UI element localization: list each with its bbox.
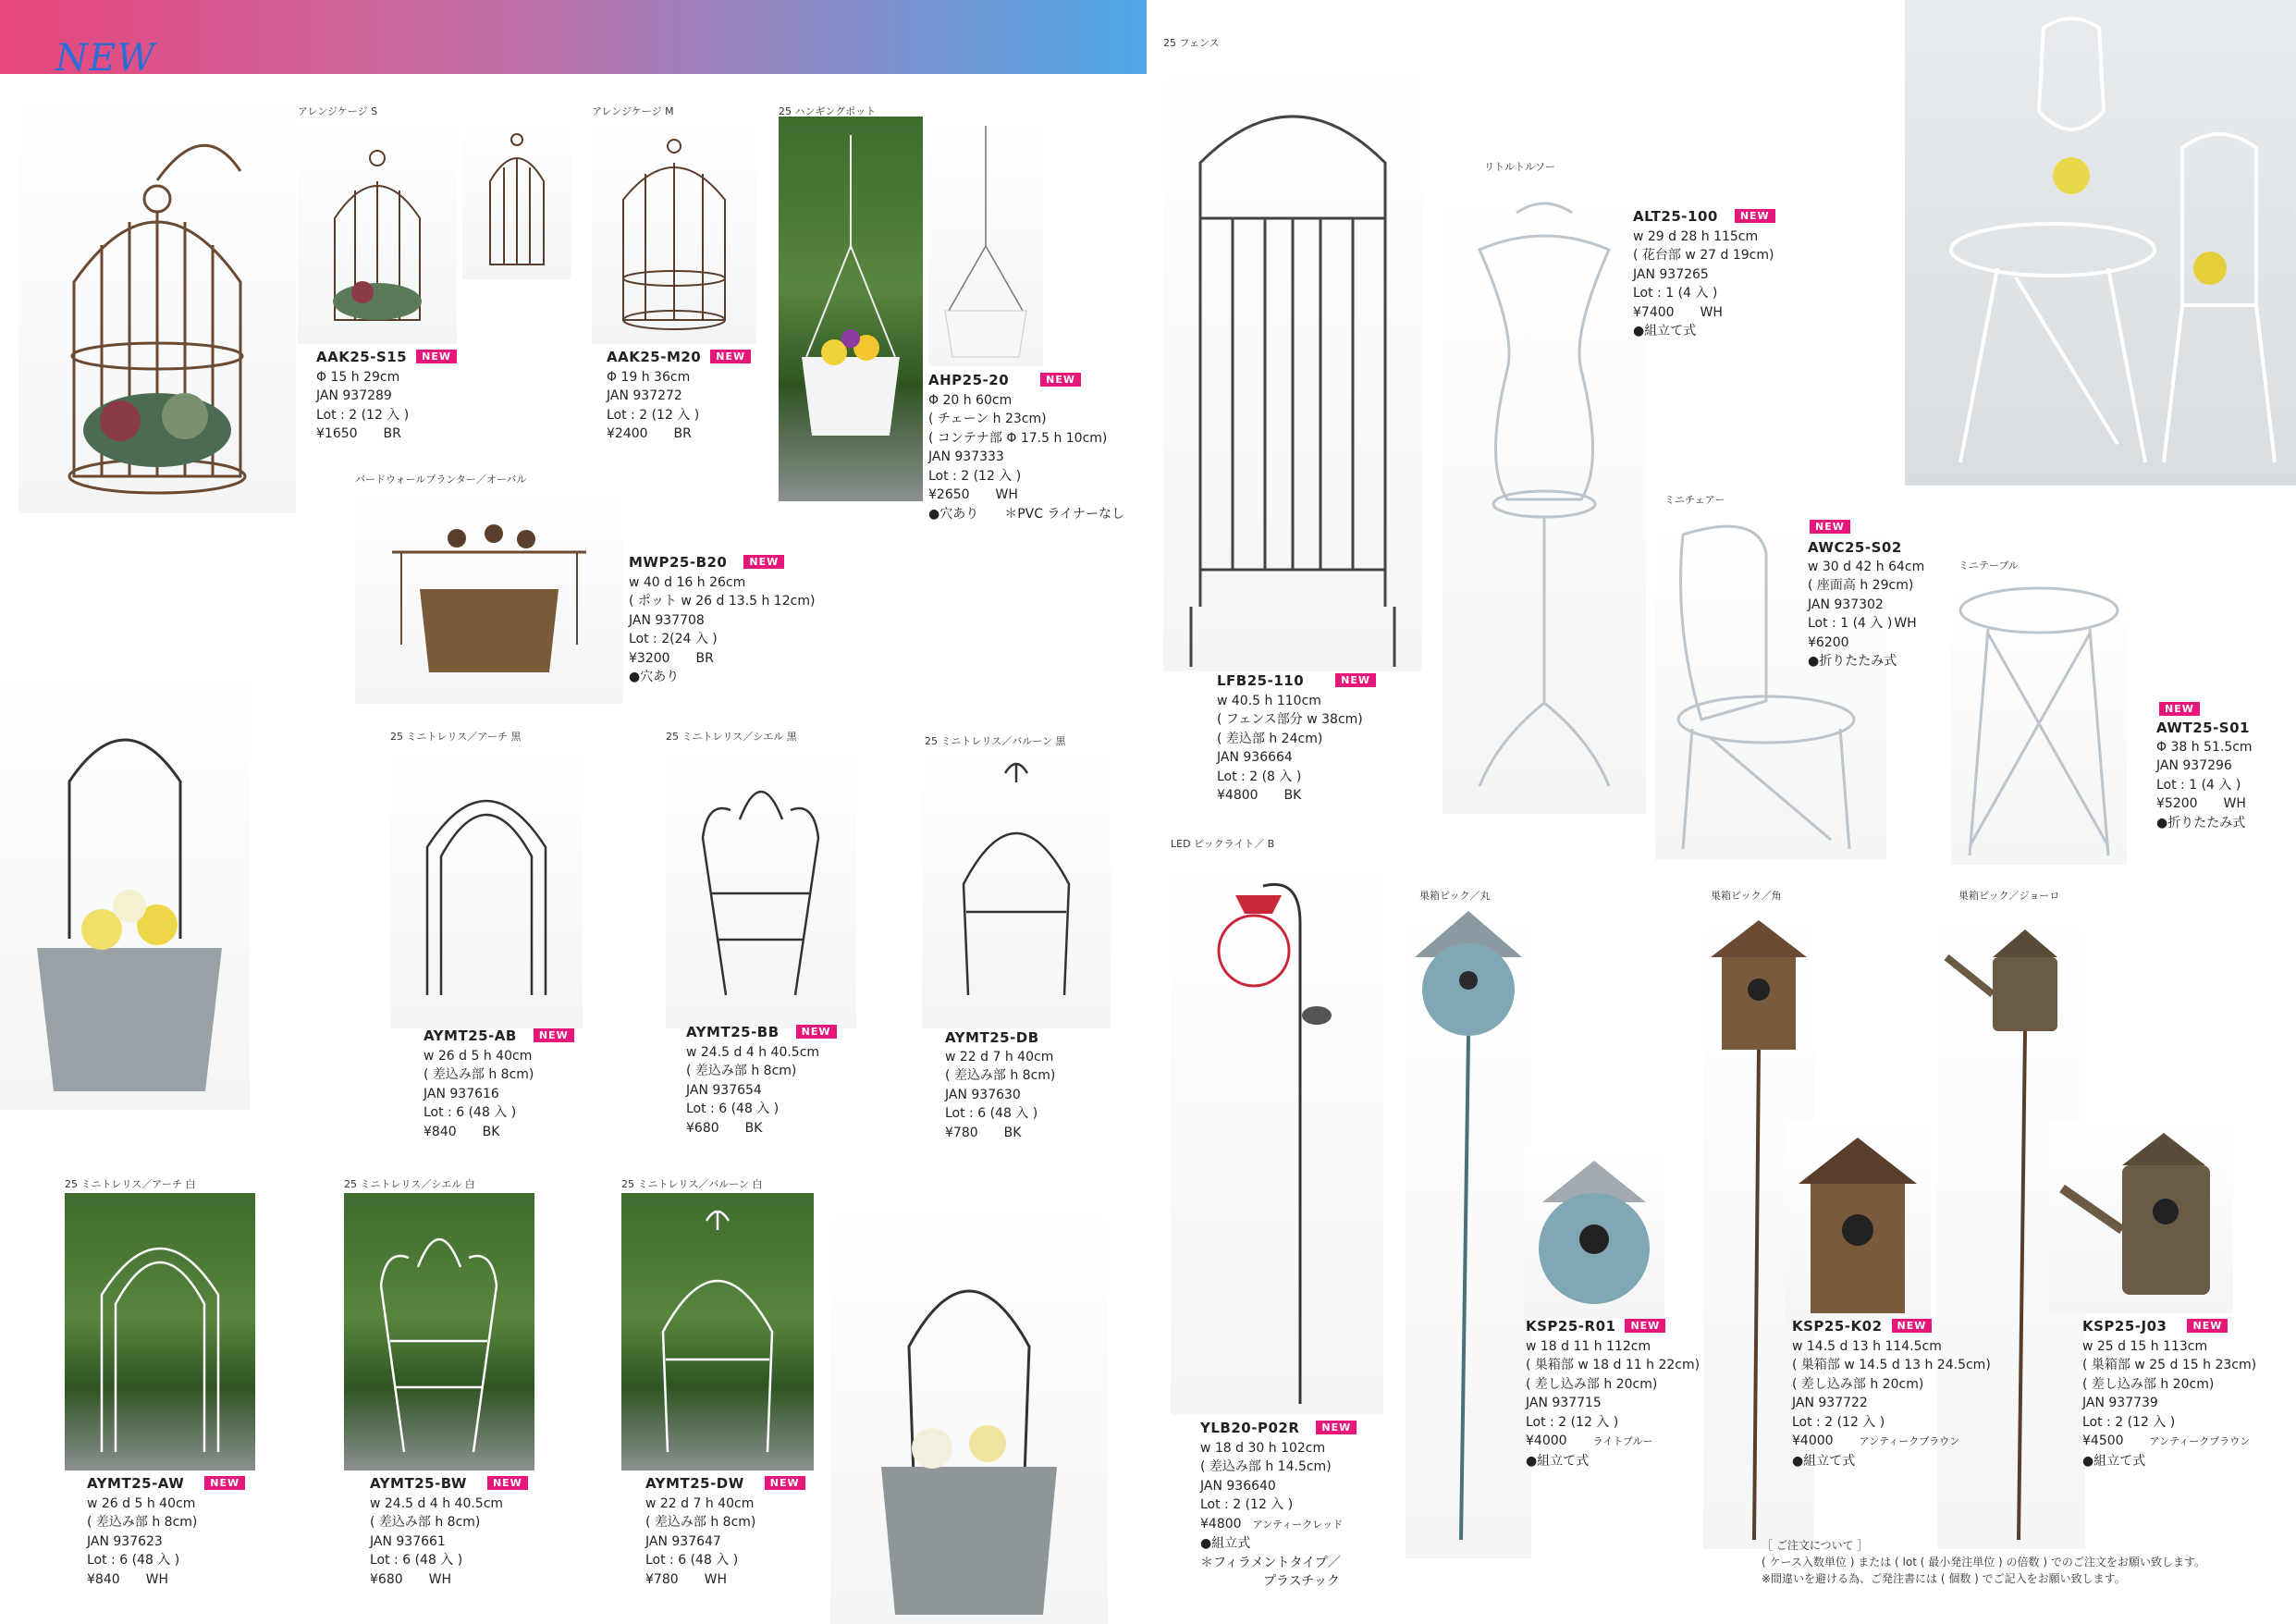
product-code: MWP25-B20	[629, 554, 728, 571]
product-ksp-j	[2082, 1317, 2256, 1470]
product-awt	[2156, 719, 2253, 832]
fence-illustration	[1163, 52, 1422, 671]
product-jan: JAN 937289	[316, 388, 392, 403]
caption-fence: 25 フェンス	[1163, 37, 1220, 49]
product-code: AWT25-S01	[2156, 720, 2250, 736]
photo-aymt-bb	[666, 745, 856, 1028]
caption-aymt-bb: 25 ミニトレリス／シエル 黒	[666, 731, 797, 743]
new-badge: NEW	[1625, 1319, 1665, 1333]
product-color: BK	[744, 1120, 763, 1136]
photo-ylb-light	[1171, 849, 1383, 1415]
product-spec: ( 差込み部 h 8cm)	[424, 1067, 534, 1082]
product-ylb	[1200, 1419, 1357, 1592]
new-badge: NEW	[796, 1025, 837, 1039]
product-spec: w 22 d 7 h 40cm	[645, 1495, 755, 1511]
torso-illustration	[1443, 185, 1646, 814]
product-note: ●穴あり	[629, 670, 680, 684]
product-jan: JAN 937272	[607, 388, 682, 403]
product-spec: ( 差込み部 h 8cm)	[87, 1515, 198, 1530]
product-spec: w 14.5 d 13 h 114.5cm	[1792, 1338, 1942, 1354]
product-note: ●折りたたみ式	[1808, 654, 1897, 669]
trellis-shell-illustration	[666, 745, 856, 1028]
product-price: ¥6200	[1808, 634, 1849, 650]
new-badge: NEW	[1040, 373, 1081, 387]
caption-chair: ミニチェアー	[1664, 494, 1725, 506]
new-badge: NEW	[765, 1476, 805, 1490]
new-logo: NEW	[55, 37, 156, 80]
product-note: ●穴あり	[928, 506, 979, 522]
product-lot: Lot : 6 (48 入 )	[87, 1553, 180, 1568]
photo-aak-m20	[592, 117, 756, 344]
product-color: WH	[1894, 616, 1917, 631]
caption-torso: リトルトルソー	[1484, 161, 1555, 173]
product-price: ¥4800	[1217, 788, 1259, 803]
product-jan: JAN 937661	[370, 1533, 446, 1549]
product-ahp	[928, 371, 1124, 523]
order-notes	[1762, 1537, 2205, 1587]
product-ksp-k	[1792, 1317, 1991, 1470]
photo-ksp-j03	[2048, 1119, 2233, 1313]
product-alt	[1633, 207, 1775, 341]
product-color: アンティークブラウン	[1859, 1435, 1960, 1447]
order-notes-title: ［ ご注文について ］	[1762, 1539, 1869, 1552]
new-badge-awc: NEW	[1810, 520, 1850, 534]
new-badge: NEW	[1316, 1421, 1357, 1434]
product-aak-m20	[607, 348, 751, 444]
product-aymt-bb	[686, 1023, 837, 1138]
product-aymt-db	[945, 1028, 1055, 1142]
product-code: AYMT25-DB	[945, 1029, 1039, 1046]
product-price: ¥840	[87, 1571, 120, 1587]
caption-ksp-j: 巣箱ピック／ジョーロ	[1958, 890, 2060, 902]
product-spec: ( 花台部 w 27 d 19cm)	[1633, 248, 1774, 263]
product-price: ¥3200	[629, 650, 670, 666]
product-code: ALT25-100	[1633, 208, 1718, 225]
photo-ksp-r01	[1524, 1147, 1664, 1319]
new-badge-awt: NEW	[2159, 702, 2200, 716]
caption-table: ミニテーブル	[1958, 560, 2020, 572]
caption-aymt-ab: 25 ミニトレリス／アーチ 黒	[390, 731, 522, 743]
product-note: ●組立式	[1200, 1536, 1251, 1551]
hanging-pot-empty-illustration	[928, 117, 1043, 366]
product-spec: ( 座面高 h 29cm)	[1808, 578, 1914, 593]
product-note: ＊PVC ライナーなし	[1004, 506, 1125, 522]
product-jan: JAN 937630	[945, 1087, 1021, 1102]
product-jan: JAN 937616	[424, 1086, 499, 1101]
product-spec: w 24.5 d 4 h 40.5cm	[686, 1044, 820, 1060]
product-code: AYMT25-AW	[87, 1475, 185, 1492]
product-ksp-r	[1526, 1317, 1700, 1470]
product-color: WH	[1700, 304, 1723, 320]
product-price: ¥680	[370, 1571, 403, 1587]
product-price: ¥7400	[1633, 304, 1675, 320]
product-spec: w 40 d 16 h 26cm	[629, 574, 746, 590]
product-jan: JAN 937333	[928, 449, 1004, 464]
product-code: AYMT25-BW	[370, 1475, 467, 1492]
product-jan: JAN 937722	[1792, 1396, 1868, 1410]
birdhouse-square-illustration	[1785, 1119, 1931, 1323]
caption-ksp-k: 巣箱ピック／角	[1711, 890, 1782, 902]
caption-mwp: バードウォールプランター／オーバル	[355, 474, 527, 486]
product-color: WH	[704, 1571, 728, 1587]
product-color: WH	[428, 1571, 452, 1587]
table-illustration	[1951, 578, 2127, 865]
header-band	[0, 0, 1147, 74]
product-spec: ( 差込部 h 24cm)	[1217, 731, 1323, 746]
product-code: KSP25-J03	[2082, 1318, 2167, 1335]
product-spec: w 40.5 h 110cm	[1217, 693, 1321, 708]
product-color: BK	[482, 1124, 500, 1139]
trellis-arch-illustration	[390, 745, 583, 1028]
photo-aak-s15-small	[462, 117, 571, 279]
cage-s-empty-illustration	[462, 117, 571, 279]
new-badge: NEW	[534, 1028, 574, 1042]
product-price: ¥2650	[928, 487, 970, 502]
bird-planter-illustration	[355, 487, 623, 704]
caption-ylb: LED ピックライト／ B	[1171, 838, 1275, 850]
product-aymt-ab	[424, 1027, 574, 1141]
product-price: ¥4500	[2082, 1433, 2124, 1448]
product-jan: JAN 937708	[629, 612, 705, 628]
product-lot: Lot : 6 (48 入 )	[370, 1553, 463, 1568]
product-jan: JAN 937715	[1526, 1396, 1602, 1410]
product-code: YLB20-P02R	[1200, 1420, 1300, 1436]
product-lot: Lot : 2 (12 入 )	[1526, 1414, 1619, 1430]
photo-ahp-hanging	[779, 117, 923, 501]
caption-aymt-aw: 25 ミニトレリス／アーチ 白	[65, 1178, 196, 1190]
product-spec: w 22 d 7 h 40cm	[945, 1049, 1054, 1064]
product-spec: Φ 20 h 60cm	[928, 392, 1013, 408]
product-spec: ( 差込み部 h 8cm)	[645, 1515, 756, 1530]
product-code: AYMT25-DW	[645, 1475, 744, 1492]
caption-aymt-db: 25 ミニトレリス／バルーン 黒	[925, 735, 1066, 747]
product-spec: Φ 15 h 29cm	[316, 369, 400, 385]
product-code: AAK25-M20	[607, 349, 702, 365]
product-jan: JAN 937654	[686, 1082, 762, 1098]
product-lot: Lot : 2 (12 入 )	[1792, 1414, 1885, 1430]
new-badge: NEW	[204, 1476, 245, 1490]
product-color: BK	[1283, 788, 1302, 803]
product-color: BR	[695, 650, 714, 666]
birdhouse-round-illustration	[1524, 1147, 1664, 1319]
product-lot: Lot : 1 (4 入 )	[2156, 777, 2241, 793]
product-spec: w 18 d 30 h 102cm	[1200, 1440, 1326, 1456]
product-aak-s15	[316, 348, 457, 444]
photo-lfb-fence	[1163, 52, 1422, 671]
product-lot: Lot : 2 (12 入 )	[1200, 1497, 1294, 1512]
photo-awt-table	[1951, 578, 2127, 865]
product-code: AWC25-S02	[1808, 539, 1902, 556]
product-spec: ( 巣箱部 w 25 d 15 h 23cm)	[2082, 1358, 2257, 1372]
product-jan: JAN 937296	[2156, 758, 2232, 773]
product-note: ●組立て式	[1633, 324, 1697, 338]
trellis-shell-white-illustration	[344, 1193, 534, 1470]
product-price: ¥680	[686, 1120, 719, 1136]
product-code: AYMT25-AB	[424, 1027, 517, 1044]
product-spec: ( ポット w 26 d 13.5 h 12cm)	[629, 594, 816, 609]
trellis-balloon-white-illustration	[621, 1193, 814, 1470]
photo-aymt-aw	[65, 1193, 255, 1470]
photo-aymt-dw	[621, 1193, 814, 1470]
caption-aymt-dw: 25 ミニトレリス／バルーン 白	[621, 1178, 763, 1190]
product-spec: ( 差込み部 h 8cm)	[686, 1064, 797, 1078]
product-spec: w 29 d 28 h 115cm	[1633, 228, 1759, 244]
product-price: ¥840	[424, 1124, 457, 1139]
product-color: アンティークブラウン	[2149, 1435, 2251, 1447]
product-color: ライトブルー	[1592, 1435, 1653, 1447]
product-spec: w 25 d 15 h 113cm	[2082, 1338, 2208, 1354]
product-lfb	[1217, 671, 1376, 806]
product-note: プラスチック	[1263, 1574, 1340, 1589]
hanging-pot-illustration	[779, 117, 923, 501]
product-aymt-dw	[645, 1474, 805, 1589]
product-lot: Lot : 6 (48 入 )	[424, 1105, 517, 1120]
product-note: ●折りたたみ式	[2156, 815, 2246, 830]
table-set-illustration	[1905, 0, 2296, 486]
product-lot: Lot : 2 (12 入 )	[2082, 1414, 2176, 1430]
caption-aak-m: アレンジケージ M	[592, 105, 674, 117]
product-spec: Φ 19 h 36cm	[607, 369, 691, 385]
cage-m-illustration	[592, 117, 756, 344]
led-light-illustration	[1171, 849, 1383, 1415]
product-note: ＊フィラメントタイプ／	[1200, 1555, 1341, 1570]
product-lot: Lot : 6 (48 入 )	[686, 1101, 780, 1116]
photo-aak-s15	[298, 117, 457, 344]
product-color: WH	[2223, 796, 2246, 811]
product-color: WH	[995, 487, 1018, 502]
product-spec: w 18 d 11 h 112cm	[1526, 1338, 1651, 1354]
photo-ahp-empty	[928, 117, 1043, 366]
product-aymt-bw	[370, 1474, 528, 1589]
product-spec: ( 巣箱部 w 18 d 11 h 22cm)	[1526, 1358, 1701, 1372]
birdhouse-round-pick-illustration	[1406, 902, 1531, 1558]
product-code: KSP25-K02	[1792, 1318, 1883, 1335]
photo-trellis-bucket	[830, 1199, 1108, 1624]
new-badge: NEW	[1735, 209, 1775, 223]
product-jan: JAN 937265	[1633, 266, 1709, 282]
product-code: AYMT25-BB	[686, 1024, 780, 1040]
product-spec: w 30 d 42 h 64cm	[1808, 559, 1925, 574]
product-jan: JAN 937623	[87, 1533, 163, 1549]
cage-illustration	[18, 88, 296, 513]
trellis-bucket-illustration	[830, 1199, 1108, 1624]
new-badge: NEW	[1335, 673, 1376, 687]
product-lot: Lot : 1 (4 入 )	[1808, 616, 1893, 631]
new-badge: NEW	[1892, 1319, 1933, 1333]
photo-alt-torso	[1443, 185, 1646, 814]
photo-ksp-k02	[1785, 1119, 1931, 1323]
photo-cage-large	[18, 88, 296, 513]
new-badge: NEW	[2187, 1319, 2228, 1333]
product-spec: w 24.5 d 4 h 40.5cm	[370, 1495, 504, 1511]
photo-mwp-planter	[355, 487, 623, 704]
product-note: ●組立て式	[1526, 1453, 1590, 1469]
product-spec: ( 差し込み部 h 20cm)	[1792, 1376, 1924, 1392]
product-price: ¥4000	[1526, 1433, 1567, 1448]
photo-ksp-r01-pick	[1406, 902, 1531, 1558]
product-lot: Lot : 6 (48 入 )	[945, 1106, 1038, 1121]
product-lot: Lot : 2 (8 入 )	[1217, 769, 1302, 784]
caption-ksp-r: 巣箱ピック／丸	[1419, 890, 1491, 902]
product-spec: w 26 d 5 h 40cm	[87, 1495, 196, 1511]
product-lot: Lot : 2 (12 入 )	[607, 407, 700, 423]
product-aymt-aw	[87, 1474, 245, 1589]
product-spec: ( 差込み部 h 14.5cm)	[1200, 1459, 1332, 1474]
product-note: ●組立て式	[2082, 1453, 2146, 1469]
product-jan: JAN 937647	[645, 1533, 721, 1549]
product-spec: ( コンテナ部 Φ 17.5 h 10cm)	[928, 430, 1108, 446]
product-spec: ( フェンス部分 w 38cm)	[1217, 712, 1363, 727]
product-spec: ( 差込み部 h 8cm)	[370, 1515, 481, 1530]
photo-trellis-basket	[0, 661, 250, 1110]
product-price: ¥780	[645, 1571, 679, 1587]
product-code: KSP25-R01	[1526, 1318, 1616, 1335]
product-color: WH	[145, 1571, 169, 1587]
product-spec: ( 差し込み部 h 20cm)	[1526, 1376, 1658, 1392]
product-lot: Lot : 1 (4 入 )	[1633, 286, 1718, 301]
caption-aymt-bw: 25 ミニトレリス／シエル 白	[344, 1178, 475, 1190]
product-price: ¥4000	[1792, 1433, 1834, 1448]
product-jan: JAN 936664	[1217, 750, 1293, 765]
new-badge: NEW	[743, 555, 784, 569]
product-color: BR	[383, 426, 401, 441]
product-spec: ( 差し込み部 h 20cm)	[2082, 1376, 2215, 1392]
product-price: ¥5200	[2156, 796, 2198, 811]
new-badge: NEW	[487, 1476, 528, 1490]
product-price: ¥780	[945, 1125, 978, 1140]
caption-ahp: 25 ハンギングポット	[779, 105, 877, 117]
product-spec: ( チェーン h 23cm)	[928, 412, 1047, 426]
caption-aak-s: アレンジケージ S	[298, 105, 378, 117]
product-awc	[1808, 538, 1924, 671]
product-code: LFB25-110	[1217, 672, 1305, 689]
trellis-arch-white-illustration	[65, 1193, 255, 1470]
product-jan: JAN 936640	[1200, 1478, 1276, 1494]
product-lot: Lot : 2 (12 入 )	[316, 407, 410, 423]
photo-aymt-db	[922, 745, 1111, 1028]
product-price: ¥4800	[1200, 1516, 1242, 1532]
order-notes-line: ( ケース入数単位 ) または ( lot ( 最小発注単位 ) の倍数 ) でのご注文をお願い致します。	[1762, 1556, 2205, 1569]
photo-aymt-ab	[390, 745, 583, 1028]
watering-can-illustration	[2048, 1119, 2233, 1313]
order-notes-line: ※間違いを避ける為、ご発注書には ( 個数 ) でご記入をお願い致します。	[1762, 1572, 2126, 1585]
product-color: BR	[673, 426, 692, 441]
product-jan: JAN 937739	[2082, 1396, 2158, 1410]
new-badge: NEW	[416, 350, 457, 363]
cage-s-illustration	[298, 117, 457, 344]
product-price: ¥2400	[607, 426, 648, 441]
product-note: ●組立て式	[1792, 1453, 1856, 1469]
product-color: BK	[1003, 1125, 1022, 1140]
product-code: AAK25-S15	[316, 349, 408, 365]
product-spec: w 26 d 5 h 40cm	[424, 1048, 533, 1064]
product-jan: JAN 937302	[1808, 597, 1884, 612]
product-spec: ( 差込み部 h 8cm)	[945, 1068, 1056, 1083]
product-spec: Φ 38 h 51.5cm	[2156, 739, 2253, 755]
new-badge: NEW	[710, 350, 751, 363]
photo-aymt-bw	[344, 1193, 534, 1470]
product-lot: Lot : 2 (12 入 )	[928, 468, 1022, 484]
trellis-basket-illustration	[0, 661, 250, 1110]
product-mwp	[629, 553, 815, 687]
trellis-balloon-illustration	[922, 745, 1111, 1028]
product-color: アンティークレッド	[1252, 1518, 1344, 1531]
product-lot: Lot : 2(24 入 )	[629, 632, 718, 646]
photo-table-set	[1905, 0, 2296, 486]
product-code: AHP25-20	[928, 372, 1010, 388]
product-lot: Lot : 6 (48 入 )	[645, 1553, 739, 1568]
product-spec: ( 巣箱部 w 14.5 d 13 h 24.5cm)	[1792, 1358, 1991, 1372]
product-price: ¥1650	[316, 426, 358, 441]
